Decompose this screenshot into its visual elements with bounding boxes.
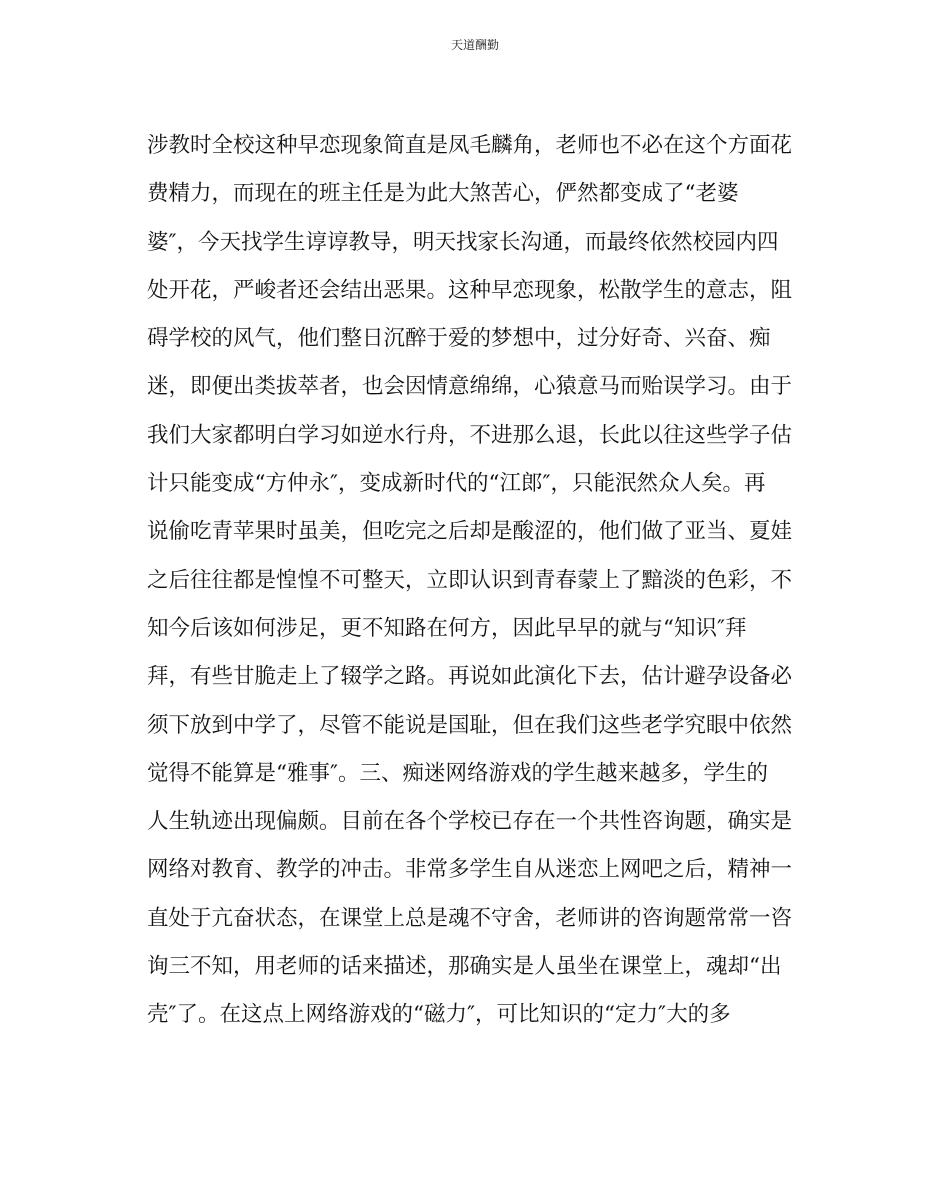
text-line-10: 之后往往都是惶惶不可整天，立即认识到青春蒙上了黯淡的色彩，不 [147, 567, 793, 593]
text-line-3: 婆″，今天找学生谆谆教导，明天找家长沟通，而最终依然校园内四 [147, 229, 779, 255]
text-line-18: 询三不知，用老师的话来描述，那确实是人虽坐在课堂上，魂却“出 [147, 954, 782, 980]
text-line-7: 我们大家都明白学习如逆水行舟，不进那么退，长此以往这些学子估 [147, 422, 793, 448]
body-text [147, 122, 807, 1040]
text-line-5: 碍学校的风气，他们整日沉醉于爱的梦想中，过分好奇、兴奋、痴 [147, 326, 771, 352]
text-line-15: 人生轨迹出现偏颇。目前在各个学校已存在一个共性咨询题，确实是 [147, 809, 793, 835]
text-line-16: 网络对教育、教学的冲击。非常多学生自从迷恋上网吧之后，精神一 [147, 857, 793, 883]
text-line-17: 直处于亢奋状态，在课堂上总是魂不守舍，老师讲的咨询题常常一咨 [147, 905, 793, 931]
page-header: 天道酬勤 [450, 38, 499, 52]
text-line-1: 涉教时全校这种早恋现象简直是凤毛麟角，老师也不必在这个方面花 [147, 133, 793, 158]
text-line-2: 费精力，而现在的班主任是为此大煞苦心，俨然都变成了“老婆 [147, 181, 739, 207]
text-line-12: 拜，有些甘脆走上了辍学之路。再说如此演化下去，估计避孕设备必 [147, 664, 793, 690]
text-line-4: 处开花，严峻者还会结出恶果。这种早恋现象，松散学生的意志，阻 [147, 277, 793, 303]
text-line-9: 说偷吃青苹果时虽美，但吃完之后却是酸涩的，他们做了亚当、夏娃 [147, 519, 793, 545]
text-line-6: 迷，即便出类拔萃者，也会因情意绵绵，心猿意马而贻误学习。由于 [147, 374, 793, 400]
text-line-14: 觉得不能算是“雅事″。三、痴迷网络游戏的学生越来越多，学生的 [147, 760, 769, 786]
text-line-8: 计只能变成“方仲永″，变成新时代的“江郎″，只能泯然众人矣。再 [147, 471, 766, 497]
text-line-13: 须下放到中学了，尽管不能说是国耻，但在我们这些老学究眼中依然 [147, 712, 793, 738]
text-line-11: 知今后该如何涉足，更不知路在何方，因此早早的就与“知识″拜 [147, 615, 747, 641]
text-line-19: 壳″了。在这点上网络游戏的“磁力″，可比知识的“定力″大的多 [147, 1002, 731, 1028]
